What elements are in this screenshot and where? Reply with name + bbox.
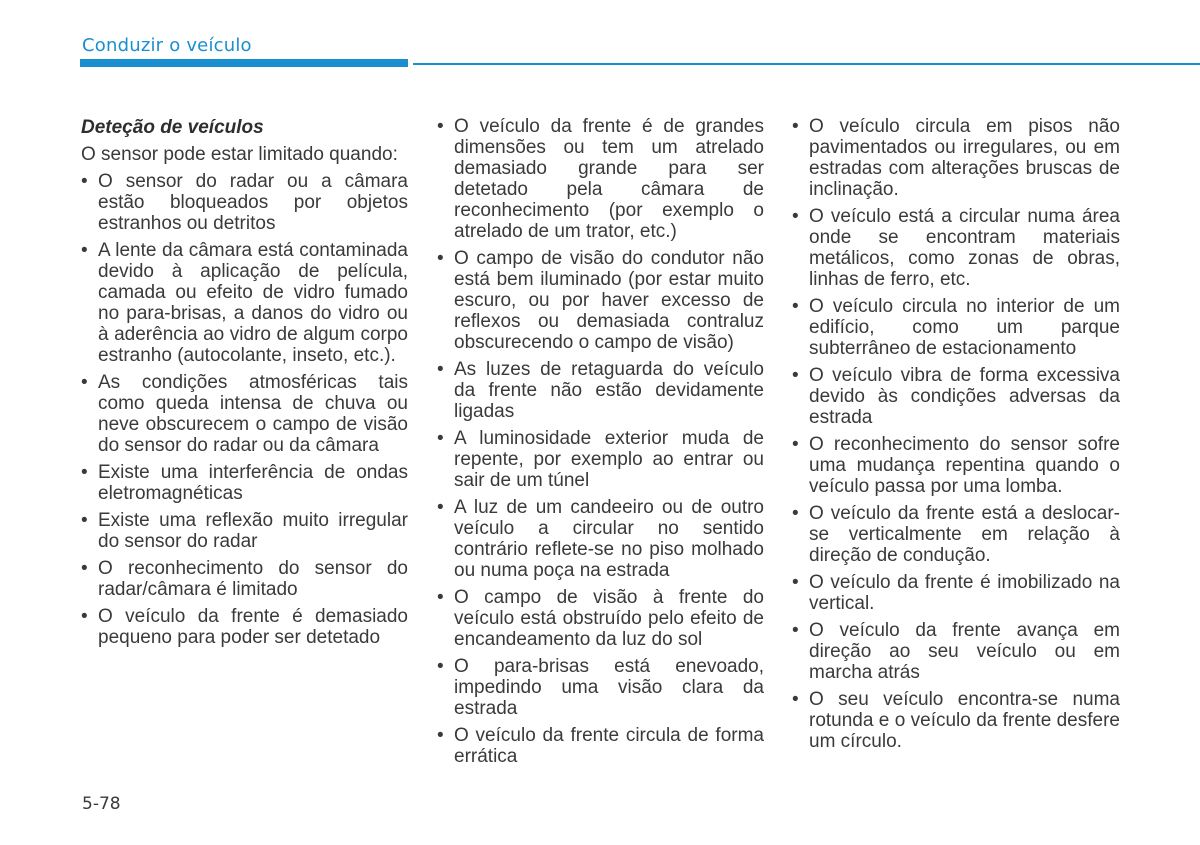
page-number: 5-78 xyxy=(82,794,121,814)
list-item xyxy=(81,171,408,234)
bullet-icon: • xyxy=(81,558,88,579)
list-item xyxy=(792,296,1120,359)
bullet-list-col2 xyxy=(437,116,764,767)
list-item xyxy=(792,365,1120,428)
list-item xyxy=(437,587,764,650)
list-item xyxy=(81,606,408,648)
list-item xyxy=(81,462,408,504)
list-item-text: O veículo circula em pisos não pavimentados ou irregulares, ou em estradas com alterações bruscas de inclinação. xyxy=(809,116,1120,200)
list-item xyxy=(437,248,764,353)
section-intro: O sensor pode estar limitado quando: xyxy=(81,144,398,165)
list-item-text: O veículo da frente está a deslocar-se verticalmente em relação à direção de condução. xyxy=(809,503,1120,566)
list-item-text: O veículo da frente é demasiado pequeno para poder ser detetado xyxy=(98,606,408,648)
bullet-icon: • xyxy=(792,503,799,524)
bullet-icon: • xyxy=(437,656,444,677)
bullet-icon: • xyxy=(792,296,799,317)
bullet-icon: • xyxy=(792,365,799,386)
bullet-icon: • xyxy=(792,116,799,137)
list-item-text: As condições atmosféricas tais como queda intensa de chuva ou neve obscurecem o campo de visão do sensor do radar ou da câmara xyxy=(98,372,408,456)
bullet-icon: • xyxy=(792,434,799,455)
bullet-icon: • xyxy=(81,372,88,393)
list-item xyxy=(437,116,764,242)
list-item-text: O veículo da frente é imobilizado na vertical. xyxy=(809,572,1120,614)
bullet-icon: • xyxy=(81,240,88,261)
bullet-icon: • xyxy=(437,587,444,608)
list-item-text: A lente da câmara está contaminada devido à aplicação de película, camada ou efeito de vidro fumado no para-brisas, a danos do vidro ou à aderência ao vidro de algum corpo estranho (autocolante, inseto, etc.). xyxy=(98,240,408,366)
list-item xyxy=(792,434,1120,497)
list-item xyxy=(437,359,764,422)
bullet-icon: • xyxy=(81,462,88,483)
list-item xyxy=(437,497,764,581)
list-item-text: O seu veículo encontra-se numa rotunda e o veículo da frente desfere um círculo. xyxy=(809,689,1120,752)
list-item-text: O veículo vibra de forma excessiva devido às condições adversas da estrada xyxy=(809,365,1120,428)
bullet-icon: • xyxy=(81,171,88,192)
bullet-icon: • xyxy=(792,572,799,593)
bullet-icon: • xyxy=(792,689,799,710)
header-rule-thin xyxy=(413,63,1200,65)
bullet-icon: • xyxy=(81,606,88,627)
list-item xyxy=(81,240,408,366)
list-item-text: O veículo da frente avança em direção ao seu veículo ou em marcha atrás xyxy=(809,620,1120,683)
list-item xyxy=(81,372,408,456)
list-item-text: O veículo da frente é de grandes dimensões ou tem um atrelado demasiado grande para ser detetado pela câmara de reconhecimento (por exemplo o atrelado de um trator, etc.) xyxy=(454,116,764,242)
list-item xyxy=(792,116,1120,200)
bullet-icon: • xyxy=(792,620,799,641)
column-2 xyxy=(437,116,764,773)
header-rule-thick xyxy=(80,59,408,67)
list-item-text: O campo de visão do condutor não está bem iluminado (por estar muito escuro, ou por haver excesso de reflexos ou demasiada contraluz obscurecendo o campo de visão) xyxy=(454,248,764,353)
bullet-icon: • xyxy=(437,428,444,449)
list-item-text: O sensor do radar ou a câmara estão bloqueados por objetos estranhos ou detritos xyxy=(98,171,408,234)
list-item-text: O reconhecimento do sensor sofre uma mudança repentina quando o veículo passa por uma lomba. xyxy=(809,434,1120,497)
bullet-icon: • xyxy=(437,116,444,137)
bullet-icon: • xyxy=(437,248,444,269)
list-item-text: A luminosidade exterior muda de repente, por exemplo ao entrar ou sair de um túnel xyxy=(454,428,764,491)
bullet-icon: • xyxy=(792,206,799,227)
list-item xyxy=(792,503,1120,566)
list-item-text: Existe uma interferência de ondas eletromagnéticas xyxy=(98,462,408,504)
column-1 xyxy=(81,116,408,654)
list-item xyxy=(792,620,1120,683)
bullet-icon: • xyxy=(81,510,88,531)
list-item xyxy=(81,558,408,600)
list-item xyxy=(437,725,764,767)
list-item-text: O veículo circula no interior de um edifício, como um parque subterrâneo de estacionamento xyxy=(809,296,1120,359)
chapter-title: Conduzir o veículo xyxy=(82,35,252,56)
bullet-icon: • xyxy=(437,725,444,746)
list-item-text: O veículo está a circular numa área onde se encontram materiais metálicos, como zonas de obras, linhas de ferro, etc. xyxy=(809,206,1120,290)
list-item xyxy=(437,656,764,719)
bullet-icon: • xyxy=(437,359,444,380)
list-item xyxy=(792,206,1120,290)
list-item-text: O veículo da frente circula de forma errática xyxy=(454,725,764,767)
list-item xyxy=(792,689,1120,752)
list-item-text: O para-brisas está enevoado, impedindo uma visão clara da estrada xyxy=(454,656,764,719)
list-item-text: A luz de um candeeiro ou de outro veículo a circular no sentido contrário reflete-se no piso molhado ou numa poça na estrada xyxy=(454,497,764,581)
list-item xyxy=(437,428,764,491)
list-item-text: O campo de visão à frente do veículo está obstruído pelo efeito de encandeamento da luz do sol xyxy=(454,587,764,650)
section-title: Deteção de veículos xyxy=(81,117,264,138)
list-item-text: As luzes de retaguarda do veículo da frente não estão devidamente ligadas xyxy=(454,359,764,422)
bullet-list-col1 xyxy=(81,171,408,648)
list-item xyxy=(792,572,1120,614)
bullet-list-col3 xyxy=(792,116,1120,752)
column-3 xyxy=(792,116,1120,758)
list-item xyxy=(81,510,408,552)
list-item-text: O reconhecimento do sensor do radar/câmara é limitado xyxy=(98,558,408,600)
list-item-text: Existe uma reflexão muito irregular do sensor do radar xyxy=(98,510,408,552)
bullet-icon: • xyxy=(437,497,444,518)
